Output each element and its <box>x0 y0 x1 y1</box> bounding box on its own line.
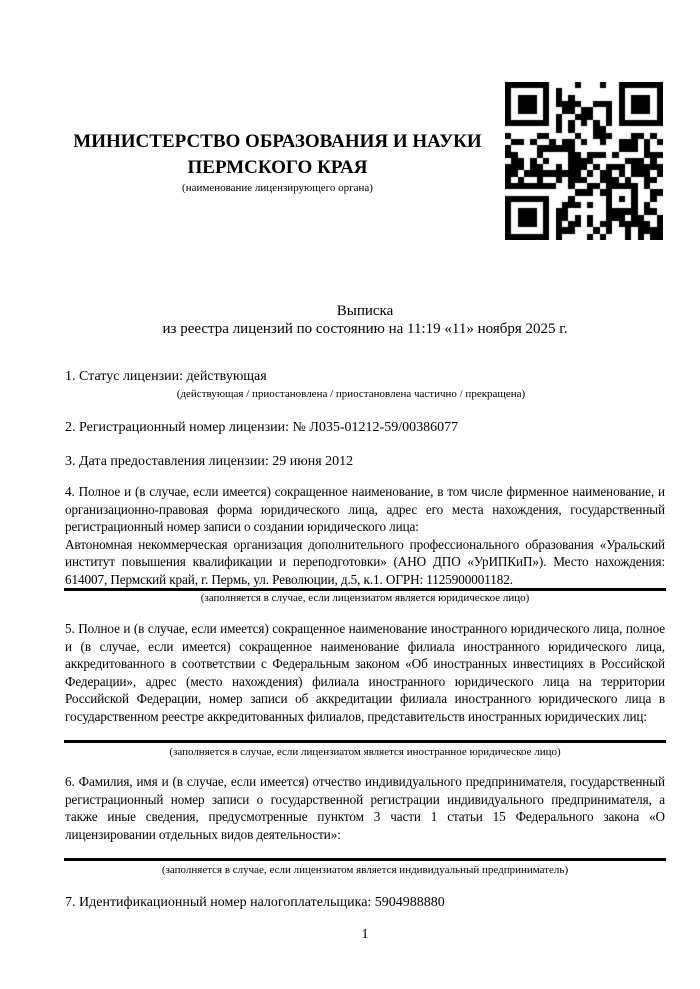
ministry-name-line2: ПЕРМСКОГО КРАЯ <box>187 157 368 178</box>
legal-entity-caption: (заполняется в случае, если лицензиатом является юридическое лицо) <box>200 592 530 604</box>
item-entrepreneur-intro: 6. Фамилия, имя и (в случае, если имеется) отчество индивидуального предпринимателя, государственный регистрационный номер записи о государственной регистрации индивидуального предпринимателя, а также иные сведения, предусмотренные пунктом 3 части 1 статьи 15 Федерального закона «О лицензировании отдельных видов деятельности»: <box>65 774 665 842</box>
item-legal-entity-block <box>65 483 665 588</box>
document-title-line2: из реестра лицензий по состоянию на 11:19 «11» ноября 2025 г. <box>162 320 568 337</box>
fill-line-foreign-entity <box>64 740 666 743</box>
document-title-line1: Выписка <box>336 303 394 319</box>
item-foreign-entity-intro: 5. Полное и (в случае, если имеется) сокращенное наименование иностранного юридического лица, полное и (в случае, если имеется) сокращенное наименование филиала иностранного юридического лица, аккредитованного в соответствии с Федеральным законом «Об иностранных инвестициях в Российской Федерации», адрес (место нахождения) филиала иностранного юридического лица на территории Российской Федерации, номер записи об аккредитации филиала иностранного юридического лица в государственном реестре аккредитованных филиалов, представительств иностранных юридических лиц: <box>65 621 665 724</box>
item-license-grant-date: 3. Дата предоставления лицензии: 29 июня 2012 <box>65 454 354 469</box>
entrepreneur-caption: (заполняется в случае, если лицензиатом является индивидуальный предприниматель) <box>161 864 569 876</box>
item-license-status: 1. Статус лицензии: действующая <box>65 369 267 384</box>
ministry-name-line1: МИНИСТЕРСТВО ОБРАЗОВАНИЯ И НАУКИ <box>73 131 482 152</box>
item-license-status-caption: (действующая / приостановлена / приостановлена частично / прекращена) <box>176 388 526 400</box>
page-number: 1 <box>361 927 369 942</box>
item-foreign-entity-block <box>65 620 665 725</box>
fill-line-entrepreneur <box>64 858 666 861</box>
foreign-entity-caption: (заполняется в случае, если лицензиатом является иностранное юридическое лицо) <box>169 746 561 758</box>
qr-code-icon <box>505 82 663 240</box>
licensing-authority-block <box>65 129 490 195</box>
document-title <box>65 303 665 338</box>
item-taxpayer-id: 7. Идентификационный номер налогоплательщика: 5904988880 <box>65 895 445 910</box>
item-legal-entity-intro: 4. Полное и (в случае, если имеется) сокращенное наименование, в том числе фирменное наименование, и организационно-правовая форма юридического лица, адрес его места нахождения, государственный регистрационный номер записи о создании юридического лица: <box>65 484 665 534</box>
item-legal-entity-value: Автономная некоммерческая организация дополнительного профессионального образования «Уральский институт повышения квалификации и переподготовки» (АНО ДПО «УрИПКиП»). Место нахождения: 614007, Пермский край, г. Пермь, ул. Революции, д.5, к.1. ОГРН: 1125900001182. <box>65 536 665 587</box>
item-registration-number: 2. Регистрационный номер лицензии: № Л035-01212-59/00386077 <box>65 420 459 435</box>
licensing-authority-caption: (наименование лицензирующего органа) <box>182 182 373 194</box>
fill-line-legal-entity <box>64 588 666 591</box>
item-entrepreneur-block <box>65 773 665 843</box>
